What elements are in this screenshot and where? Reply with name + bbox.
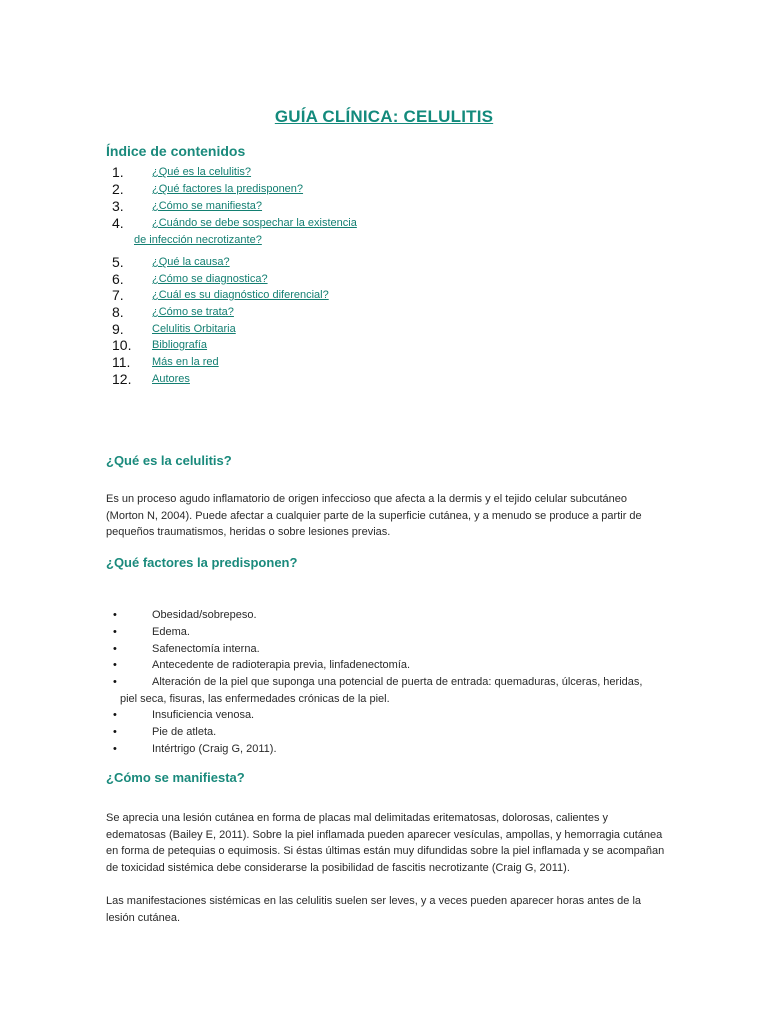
list-item-text: Safenectomía interna. [152, 643, 260, 655]
toc-link-factores[interactable]: ¿Qué factores la predisponen? [152, 183, 304, 195]
section-paragraph: Es un proceso agudo inflamatorio de origen infeccioso que afecta a la dermis y el tejido celular subcutáneo (Morton N, 2004). Puede afectar a cualquier parte de la superficie cutánea, y a menudo se produce a partir de pequeños traumatismos, heridas o sobre lesiones previas. [106, 493, 642, 539]
document-title: GUÍA CLÍNICA: CELULITIS [274, 107, 494, 126]
toc-link-orbitaria[interactable]: Celulitis Orbitaria [152, 323, 236, 335]
toc-number: 5. [112, 254, 124, 270]
toc-link-que-es[interactable]: ¿Qué es la celulitis? [152, 166, 252, 178]
bullet-icon: • [113, 709, 117, 721]
toc-heading: Índice de contenidos [106, 143, 246, 159]
list-item-text: Alteración de la piel que suponga una potencial de puerta de entrada: quemaduras, úlceras, heridas, [152, 676, 643, 688]
section-heading-factores: ¿Qué factores la predisponen? [106, 555, 298, 570]
toc-link-sospechar[interactable]: ¿Cuándo se debe sospechar la existencia [152, 217, 357, 229]
bullet-icon: • [113, 643, 117, 655]
section-heading-que-es: ¿Qué es la celulitis? [106, 453, 232, 468]
list-item-text: Intértrigo (Craig G, 2011). [152, 743, 277, 755]
toc-link-diferencial[interactable]: ¿Cuál es su diagnóstico diferencial? [152, 289, 329, 301]
bullet-icon: • [113, 743, 117, 755]
toc-link-manifiesta[interactable]: ¿Cómo se manifiesta? [152, 200, 263, 212]
toc-number: 3. [112, 198, 124, 214]
toc-number: 12. [112, 371, 132, 387]
bullet-icon: • [113, 609, 117, 621]
bullet-icon: • [113, 676, 117, 688]
toc-number: 6. [112, 271, 124, 287]
list-item-text: Edema. [152, 626, 190, 638]
list-item-text: Pie de atleta. [152, 726, 217, 738]
section-heading-manifiesta: ¿Cómo se manifiesta? [106, 770, 245, 785]
toc-number: 8. [112, 304, 124, 320]
list-item-text: Insuficiencia venosa. [152, 709, 255, 721]
toc-number: 4. [112, 215, 124, 231]
toc-number: 1. [112, 164, 124, 180]
section-paragraph: Las manifestaciones sistémicas en las celulitis suelen ser leves, y a veces pueden aparecer horas antes de la lesión cutánea. [106, 895, 642, 924]
toc-link-diagnostica[interactable]: ¿Cómo se diagnostica? [152, 273, 268, 285]
bullet-icon: • [113, 626, 117, 638]
bullet-icon: • [113, 726, 117, 738]
toc-link-causa[interactable]: ¿Qué la causa? [152, 256, 230, 268]
toc-link-bibliografia[interactable]: Bibliografía [152, 339, 208, 351]
toc-number: 11. [112, 354, 131, 370]
toc-number: 7. [112, 287, 124, 303]
list-item-text: Antecedente de radioterapia previa, linfadenectomía. [152, 659, 411, 671]
toc-link-autores[interactable]: Autores [152, 373, 190, 385]
toc-link-sospechar-continuation[interactable]: de infección necrotizante? [134, 234, 262, 246]
toc-link-mas-en-la-red[interactable]: Más en la red [152, 356, 219, 368]
toc-number: 9. [112, 321, 124, 337]
list-item-text: Obesidad/sobrepeso. [152, 609, 257, 621]
bullet-icon: • [113, 659, 117, 671]
section-paragraph: Se aprecia una lesión cutánea en forma de placas mal delimitadas eritematosas, dolorosas, calientes y edematosas (Bailey E, 2011). Sobre la piel inflamada pueden aparecer vesículas, ampollas, y hemorragia cutánea en forma de petequias o equimosis. Si éstas últimas están muy difundidas sobre la piel inflamada y se acompañan de toxicidad sistémica debe considerarse la posibilidad de fascitis necrotizante (Craig G, 2011). [106, 812, 665, 874]
list-item-continuation: piel seca, fisuras, las enfermedades crónicas de la piel. [120, 693, 390, 705]
toc-number: 10. [112, 337, 132, 353]
toc-number: 2. [112, 181, 124, 197]
toc-link-trata[interactable]: ¿Cómo se trata? [152, 306, 234, 318]
